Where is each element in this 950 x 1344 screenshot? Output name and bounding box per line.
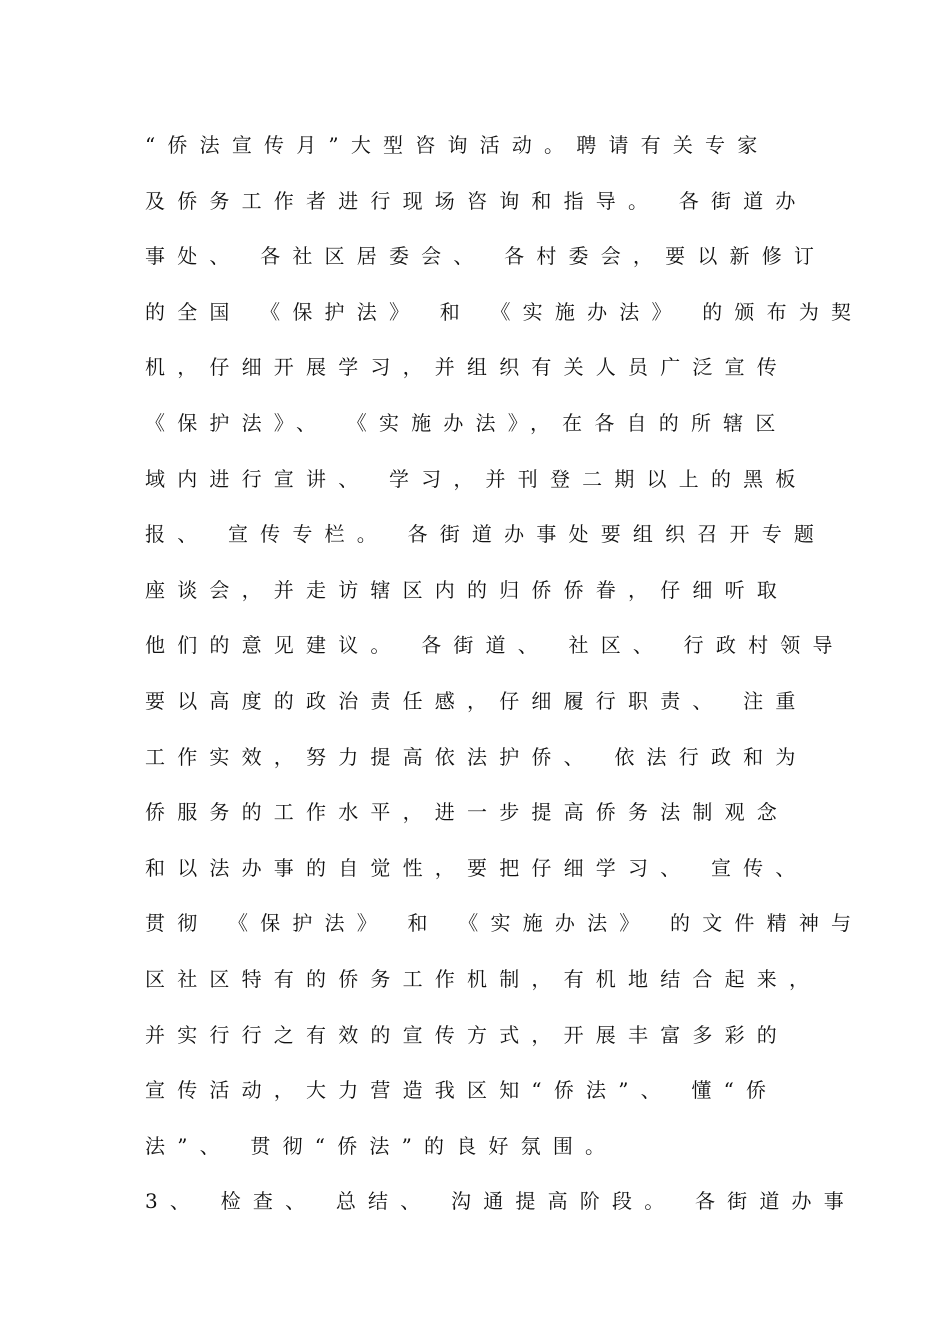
text-line-2: 及侨务工作者进行现场咨询和指导。 各街道办 — [145, 188, 808, 213]
text-line-3: 事处、 各社区居委会、 各村委会，要以新修订 — [145, 244, 827, 269]
text-line-19: 法”、 贯彻“侨法”的良好氛围。 — [145, 1133, 618, 1158]
text-line-6: 《保护法》、 《实施办法》，在各自的所辖区 — [145, 410, 788, 435]
text-line-14: 和以法办事的自觉性，要把仔细学习、 宣传、 — [145, 855, 808, 880]
text-line-17: 并实行行之有效的宣传方式，开展丰富多彩的 — [145, 1022, 789, 1047]
text-line-9: 座谈会，并走访辖区内的归侨侨眷，仔细听取 — [145, 577, 789, 602]
text-line-10: 他们的意见建议。 各街道、 社区、 行政村领导 — [145, 633, 845, 658]
text-line-11: 要以高度的政治责任感，仔细履行职责、 注重 — [145, 688, 808, 713]
text-line-5: 机，仔细开展学习，并组织有关人员广泛宣传 — [145, 355, 789, 380]
text-line-1: “侨法宣传月”大型咨询活动。聘请有关专家 — [145, 133, 770, 157]
text-line-20: 3、 检查、 总结、 沟通提高阶段。 各街道办事 — [145, 1189, 856, 1214]
text-line-12: 工作实效，努力提高依法护侨、 依法行政和为 — [145, 744, 808, 769]
text-line-18: 宣传活动，大力营造我区知“侨法”、 懂“侨 — [145, 1078, 779, 1103]
text-line-8: 报、 宣传专栏。 各街道办事处要组织召开专题 — [145, 522, 827, 547]
text-line-4: 的全国 《保护法》 和 《实施办法》 的颁布为契 — [145, 299, 864, 324]
text-line-7: 域内进行宣讲、 学习，并刊登二期以上的黑板 — [145, 466, 808, 491]
text-line-15: 贯彻 《保护法》 和 《实施办法》 的文件精神与 — [145, 911, 864, 936]
text-line-16: 区社区特有的侨务工作机制，有机地结合起来， — [145, 966, 822, 991]
body-text — [145, 127, 864, 1239]
text-line-13: 侨服务的工作水平，进一步提高侨务法制观念 — [145, 800, 789, 825]
